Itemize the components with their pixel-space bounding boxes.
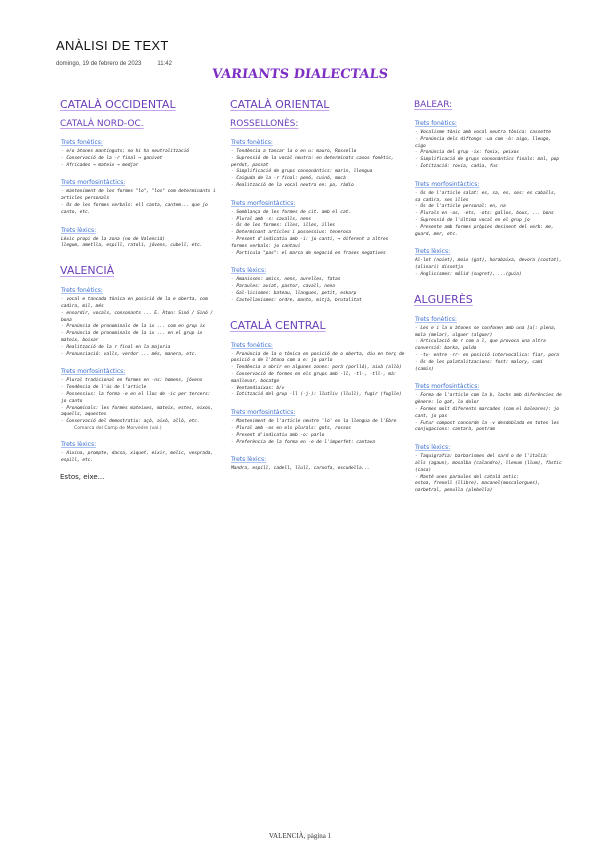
region-heading: VALENCIÀ xyxy=(60,264,115,278)
column-insular xyxy=(412,96,562,495)
region-heading: ALGUERÈS xyxy=(414,292,473,306)
list-item: - Iotització: rovia, cadia, fus xyxy=(415,163,498,169)
column-heading: CATALÀ OCCIDENTAL xyxy=(60,98,176,111)
list-item: - Formes molt diferents marcades (com el baleares): jo cant, jo pas xyxy=(415,406,559,419)
list-item: - Forma de l'article com la b, lochs amb diferències de gènere: lo gat, lo dolor xyxy=(415,393,562,406)
list-item: - Pronúncia del grup -ix: fonix, peixos xyxy=(415,150,519,156)
section-heading: Trets fonètics: xyxy=(61,139,103,146)
list-item: - Castellanismes: ordre, manto, mitjà, brutalitat xyxy=(231,297,362,303)
region-heading: BALEAR: xyxy=(414,100,453,110)
section-heading: Trets lèxics: xyxy=(61,226,97,234)
region-heading: CATALÀ NORD-OC. xyxy=(60,119,144,129)
list-item: - Pronúncia de pronominals de la ix ... en el grup ix mateix, boixar xyxy=(61,331,203,343)
list-item: estoa, frenell (llibre), macanel(moscalorgues), narbetral, penulla (plebella) xyxy=(415,481,541,494)
list-item: - Plural amb -s: cavalls, nens xyxy=(231,216,311,222)
list-item: - Supressió de l'última vocal en el grup jo xyxy=(415,217,530,223)
list-item: - Simplificació de grups consonàntics: marin, llengua xyxy=(231,169,373,175)
list-item: - Iotització del grup -ll (-j-): llutliv (llull), fugir (fuglle) xyxy=(231,392,402,398)
section-heading: Trets fonètics: xyxy=(61,287,103,295)
list-item: - Ús de les formes verbals: ell canta, cantem... que jo canto, etc. xyxy=(61,202,208,215)
page-footer: VALENCIÀ, pàgina 1 xyxy=(268,832,332,840)
list-item: - Present d'indicatiu amb -o: parlo xyxy=(231,432,325,438)
list-item: - vocal e tancada tònica en posició de la e oberta, com cadira, mil, més xyxy=(61,297,208,309)
section-heading: Trets fonètics: xyxy=(415,315,457,323)
list-item: - Ús de les palatalitzacions: fost: malory, camí (camis) xyxy=(415,359,543,372)
list-item: llegum, ametlla, espill, ratolí, jóvens, cubell, etc. xyxy=(61,243,203,249)
list-item: - Pronúncia de la o tònica en posició de o oberta, diu en terç de posició o de l'àtona com a e: jo parlo xyxy=(231,351,405,364)
list-item: - Supressió de la vocal neutra: en determinats casos fonètic, perdut, passat xyxy=(231,155,394,168)
list-item: - Les e i la o àtones se confonen amb una [a]: plena, mola (melar), ulguer (alguer) xyxy=(415,325,557,338)
list-item: - ensordir, vocals, consonants ... E. Àton: Sinó / Sinó / bona xyxy=(61,310,213,323)
list-item: - Vocalisme tònic amb vocal neutra tònica: cassette xyxy=(415,130,551,135)
list-item: - Amanisses: amics, nens, aurelles, fatas xyxy=(231,277,341,283)
list-item: - Articulació de r com a l, que provoca una altra conversió: barka, poldo xyxy=(415,339,546,352)
list-item: - Tendència de l'ús de l'article xyxy=(61,385,147,391)
section-heading: Trets fonètics: xyxy=(231,341,273,349)
list-item: - Africades → mateix → medjar xyxy=(61,162,139,168)
list-item: Al·lot (noiet), moix (gat), horabaixa, devora (costat), (alinari) dissetja xyxy=(415,258,562,271)
list-item: - Conservació de formes en els grups amb -ll, -tl-, -tll-, mà: manllevar, bocatge xyxy=(231,371,397,384)
list-item: - Conservació de la -r final → ganivet xyxy=(61,155,163,161)
section-heading: Trets lèxics: xyxy=(61,440,97,448)
list-item: - Plurals en -os, -ets, -ots: gallos, bous, ... bons xyxy=(415,211,554,217)
list-item: - Realització de la r final en la majoria xyxy=(61,344,171,350)
time: 11:42 xyxy=(157,61,172,67)
column-oriental xyxy=(228,96,406,473)
list-item: - Ús de les formes: illes, illes, illes xyxy=(231,223,335,229)
list-item: - Conservació del demostratiu: açò, això, allò, etc. xyxy=(61,419,200,425)
date: domingo, 19 de febrero de 2023 xyxy=(56,61,142,67)
document-title: ANÀLISI DE TEXT xyxy=(56,38,169,53)
list-item: - Pronunciació: valls, verdor ... més, manera, etc. xyxy=(61,351,197,357)
section-heading: Trets morfosintàctics: xyxy=(231,199,296,207)
banner-title: VARIANTS DIALECTALS xyxy=(211,67,389,82)
section-heading: Trets morfosintàctics: xyxy=(415,180,480,188)
list-item: - Possessius: la forma -e en el lloc de -ic per tercers: jo canto xyxy=(61,391,211,404)
list-item: - Caiguda de la -r final: penó, cuinó, mocà xyxy=(231,176,346,182)
list-item: - Simplificació de grups consonàntics finals: mal, pop xyxy=(415,157,559,163)
section-heading: Trets lèxics: xyxy=(415,444,451,452)
list-item: - Determinant articles i possessius: tenerosa xyxy=(231,230,351,236)
region-heading: CATALÀ CENTRAL xyxy=(230,318,326,332)
list-item: - Pronúncia de pronominals de la ix ... com en grup ix xyxy=(61,324,205,330)
section-heading: Trets lèxics: xyxy=(231,267,267,275)
column-occidental xyxy=(58,96,218,481)
list-item: - Tendència a obrir en algunes zones: porà (porlló), aixà (allò) xyxy=(231,365,402,371)
list-item: - Mantè unes paraules del català antic: xyxy=(415,474,519,480)
list-item: - e/o àtones mantinguts; no hi ha neutralització xyxy=(61,149,189,154)
list-item: - Partícula "pas": el marca de negació en frases negatives xyxy=(231,250,386,256)
list-item: - Tendència a tancar la o en u: mauro, Rossello xyxy=(231,149,357,154)
section-heading: Trets lèxics: xyxy=(231,456,267,464)
list-item: - Ventandiaixas: b/v xyxy=(231,385,285,391)
list-item: - Futur compost concorde la -v desdoblada en totes les conjugacions: cantarà, pontram xyxy=(415,420,559,433)
list-item: - Present d'indicatiu amb -i: jo canti, → diferent a altres formes verbals: jo cantavi xyxy=(231,236,389,249)
list-item: Mandra, espill, cadell, llull, carxofa, escudella... xyxy=(231,466,370,472)
list-item: - Gal·licismes: bateau, llangues, petit, eskarp xyxy=(231,290,357,296)
list-item: - Ús de l'article personal: en, na xyxy=(415,204,506,210)
list-item: - Manteniment de l'article neutre 'lo' en la llengua de l'Ebre xyxy=(231,419,397,425)
list-item: - Semblança de les formes de cit. amb el cat. xyxy=(231,209,351,215)
list-item: - Anglicismes: mólid (sugret), ...(guia) xyxy=(415,271,522,277)
list-item: - Pronúncia dels diftongs -ua com -ò: aigo, lleugo, cigo xyxy=(415,136,551,149)
list-item: Lèxic propi de la zona (no de Valencià) xyxy=(61,236,165,242)
list-item: - Plural amb -os en els plurals: gots, rossos xyxy=(231,425,351,431)
section-heading: Trets fonètics: xyxy=(231,139,273,146)
section-heading: Trets morfosintàctics: xyxy=(415,383,480,391)
list-item: alls (agaun), mosalba (calandro), llenum (llum), fàstic (casa) xyxy=(415,460,562,473)
list-item: - Taquigrafia: barbarismes del sard o de l'italià: xyxy=(415,454,549,460)
region-heading: ROSSELLONÈS: xyxy=(230,119,299,129)
section-heading: Trets morfosintàctics: xyxy=(61,368,126,376)
section-heading: Trets lèxics: xyxy=(415,248,451,256)
list-item: - Aixina, prompte, dacsa, xiquet, eixir, melic, vesprada, espill, etc. xyxy=(61,450,213,463)
section-heading: Trets fonètics: xyxy=(415,120,457,127)
list-item: - Preferència de la forma en -e de l'imperfet: cantava xyxy=(231,439,375,445)
list-item: - -tv- entre -rr- en posició intervocàlica: fiar, pora xyxy=(415,352,559,358)
list-item: - Presente amb formes pròpies desinent del verb: me, guard, mer, etc. xyxy=(415,224,554,237)
section-note: Comarca del Camp de Morvedre (val.) xyxy=(74,425,162,431)
section-heading: Trets morfosintàctics: xyxy=(231,409,296,417)
section-heading: Trets morfosintàctics: xyxy=(61,179,126,187)
list-item: - manteniment de les formes "lo", "los" com determinants i articles personals xyxy=(61,189,216,202)
list-item: - Ús de l'article salat: es, sa, es, ses: es caballs, sa cadira, ses illes xyxy=(415,190,557,203)
column-heading: CATALÀ ORIENTAL xyxy=(230,98,330,111)
list-item: - Plural tradicional en formes en -ns: homens, jóvens xyxy=(61,378,203,384)
list-item: - Realització de la vocal neutra en: pa, ràdio xyxy=(231,182,354,188)
list-item: - Pronominals: les formes mateixes, mateix, estes, eixos, aquells, aquestes xyxy=(61,405,213,418)
closing-note: Estos, eixe... xyxy=(60,472,105,481)
list-item: - Paraules: aviat, pastor, cavall, nena xyxy=(231,284,335,290)
